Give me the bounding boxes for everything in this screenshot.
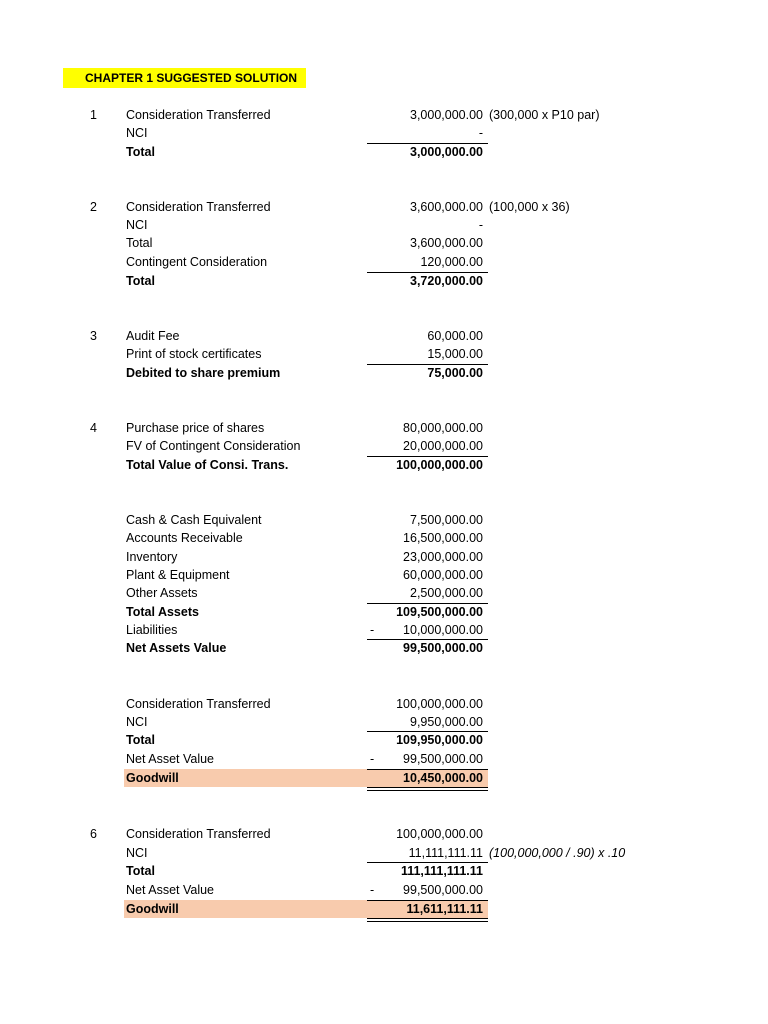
- row-label: Consideration Transferred: [126, 827, 271, 841]
- row-amount: 7,500,000.00: [410, 513, 483, 527]
- row-label: Audit Fee: [126, 329, 180, 343]
- row-label: FV of Contingent Consideration: [126, 439, 301, 453]
- row-amount: -: [478, 218, 483, 232]
- problem-number: 4: [90, 421, 97, 435]
- row-amount: 100,000,000.00: [396, 697, 483, 711]
- row-amount: 10,450,000.00: [403, 771, 483, 785]
- row-amount: 10,000,000.00: [403, 623, 483, 637]
- row-label: Debited to share premium: [126, 366, 281, 380]
- row-amount: 100,000,000.00: [396, 827, 483, 841]
- row-label: Net Assets Value: [126, 641, 227, 655]
- gw5-row-consideration: [0, 695, 768, 713]
- row-label: Net Asset Value: [126, 883, 215, 897]
- assets-row-cash: [0, 511, 768, 529]
- row-amount: 99,500,000.00: [403, 883, 483, 897]
- assets-row-receivable: [0, 529, 768, 547]
- row-amount: 60,000,000.00: [403, 568, 483, 582]
- row-amount: 3,720,000.00: [410, 274, 483, 288]
- row-amount: 11,111,111.11: [408, 846, 483, 860]
- p3-row-print: [0, 345, 768, 363]
- row-label: Net Asset Value: [126, 752, 215, 766]
- row-amount: 3,600,000.00: [410, 200, 483, 214]
- minus-sign: -: [370, 883, 375, 897]
- p1-row-consideration: [0, 106, 768, 124]
- row-label: Goodwill: [126, 902, 179, 916]
- row-label: Total: [126, 274, 155, 288]
- row-label: Print of stock certificates: [126, 347, 262, 361]
- gw5-row-net-asset: [0, 750, 768, 768]
- p6-row-nci: [0, 844, 768, 862]
- row-label: Contingent Consideration: [126, 255, 268, 269]
- row-label: Total Value of Consi. Trans.: [126, 458, 289, 472]
- assets-row-liabilities: [0, 621, 768, 639]
- row-label: Cash & Cash Equivalent: [126, 513, 262, 527]
- row-note: (100,000 x 36): [489, 200, 570, 214]
- p2-row-grand-total: [0, 272, 768, 290]
- p2-row-nci: [0, 216, 768, 234]
- minus-sign: -: [370, 623, 375, 637]
- row-amount: 15,000.00: [427, 347, 483, 361]
- row-amount: 23,000,000.00: [403, 550, 483, 564]
- assets-row-plant: [0, 566, 768, 584]
- p1-row-nci: [0, 124, 768, 142]
- row-amount: 109,500,000.00: [396, 605, 483, 619]
- row-label: Total: [126, 236, 153, 250]
- p6-row-net-asset: [0, 881, 768, 899]
- p1-row-total: [0, 143, 768, 161]
- row-label: Goodwill: [126, 771, 179, 785]
- row-label: Inventory: [126, 550, 178, 564]
- problem-number: 1: [90, 108, 97, 122]
- row-label: NCI: [126, 715, 148, 729]
- row-label: Total: [126, 733, 155, 747]
- p6-row-total: [0, 862, 768, 880]
- p4-row-fv-contingent: [0, 437, 768, 455]
- row-label: Liabilities: [126, 623, 178, 637]
- problem-number: 6: [90, 827, 97, 841]
- row-amount: 2,500,000.00: [410, 586, 483, 600]
- row-amount: 99,500,000.00: [403, 641, 483, 655]
- row-label: Total: [126, 145, 155, 159]
- double-underline: [367, 921, 488, 922]
- row-label: Purchase price of shares: [126, 421, 265, 435]
- assets-row-net: [0, 639, 768, 657]
- p6-row-goodwill: [0, 900, 768, 918]
- row-label: Consideration Transferred: [126, 697, 271, 711]
- row-label: Consideration Transferred: [126, 108, 271, 122]
- assets-row-total: [0, 603, 768, 621]
- p3-row-debited: [0, 364, 768, 382]
- p4-row-purchase-price: [0, 419, 768, 437]
- row-note: (100,000,000 / .90) x .10: [489, 846, 626, 860]
- row-amount: 3,000,000.00: [410, 108, 483, 122]
- row-note: (300,000 x P10 par): [489, 108, 600, 122]
- row-label: NCI: [126, 846, 148, 860]
- row-amount: 3,600,000.00: [410, 236, 483, 250]
- double-underline: [367, 787, 488, 788]
- row-label: Total Assets: [126, 605, 199, 619]
- row-label: Other Assets: [126, 586, 198, 600]
- row-amount: 100,000,000.00: [396, 458, 483, 472]
- assets-row-inventory: [0, 548, 768, 566]
- row-amount: 75,000.00: [427, 366, 483, 380]
- problem-number: 3: [90, 329, 97, 343]
- row-amount: 11,611,111.11: [406, 902, 483, 916]
- problem-number: 2: [90, 200, 97, 214]
- row-amount: 109,950,000.00: [396, 733, 483, 747]
- p3-row-audit-fee: [0, 327, 768, 345]
- minus-sign: -: [370, 752, 375, 766]
- row-label: Consideration Transferred: [126, 200, 271, 214]
- row-amount: 16,500,000.00: [403, 531, 483, 545]
- double-underline: [367, 790, 488, 791]
- p4-row-total-value: [0, 456, 768, 474]
- row-amount: -: [478, 126, 483, 140]
- row-label: NCI: [126, 126, 148, 140]
- row-amount: 9,950,000.00: [410, 715, 483, 729]
- row-label: Plant & Equipment: [126, 568, 230, 582]
- row-amount: 120,000.00: [420, 255, 483, 269]
- gw5-row-goodwill: [0, 769, 768, 787]
- double-underline: [367, 918, 488, 919]
- row-label: Total: [126, 864, 155, 878]
- row-amount: 3,000,000.00: [410, 145, 483, 159]
- page-title: CHAPTER 1 SUGGESTED SOLUTION: [63, 68, 306, 88]
- assets-row-other: [0, 584, 768, 602]
- row-amount: 111,111,111.11: [400, 864, 483, 878]
- p2-row-contingent: [0, 253, 768, 271]
- row-label: NCI: [126, 218, 148, 232]
- gw5-row-total: [0, 731, 768, 749]
- row-amount: 20,000,000.00: [403, 439, 483, 453]
- row-amount: 80,000,000.00: [403, 421, 483, 435]
- p2-row-consideration: [0, 198, 768, 216]
- row-amount: 99,500,000.00: [403, 752, 483, 766]
- p6-row-consideration: [0, 825, 768, 843]
- p2-row-total: [0, 234, 768, 252]
- row-amount: 60,000.00: [427, 329, 483, 343]
- row-label: Accounts Receivable: [126, 531, 243, 545]
- gw5-row-nci: [0, 713, 768, 731]
